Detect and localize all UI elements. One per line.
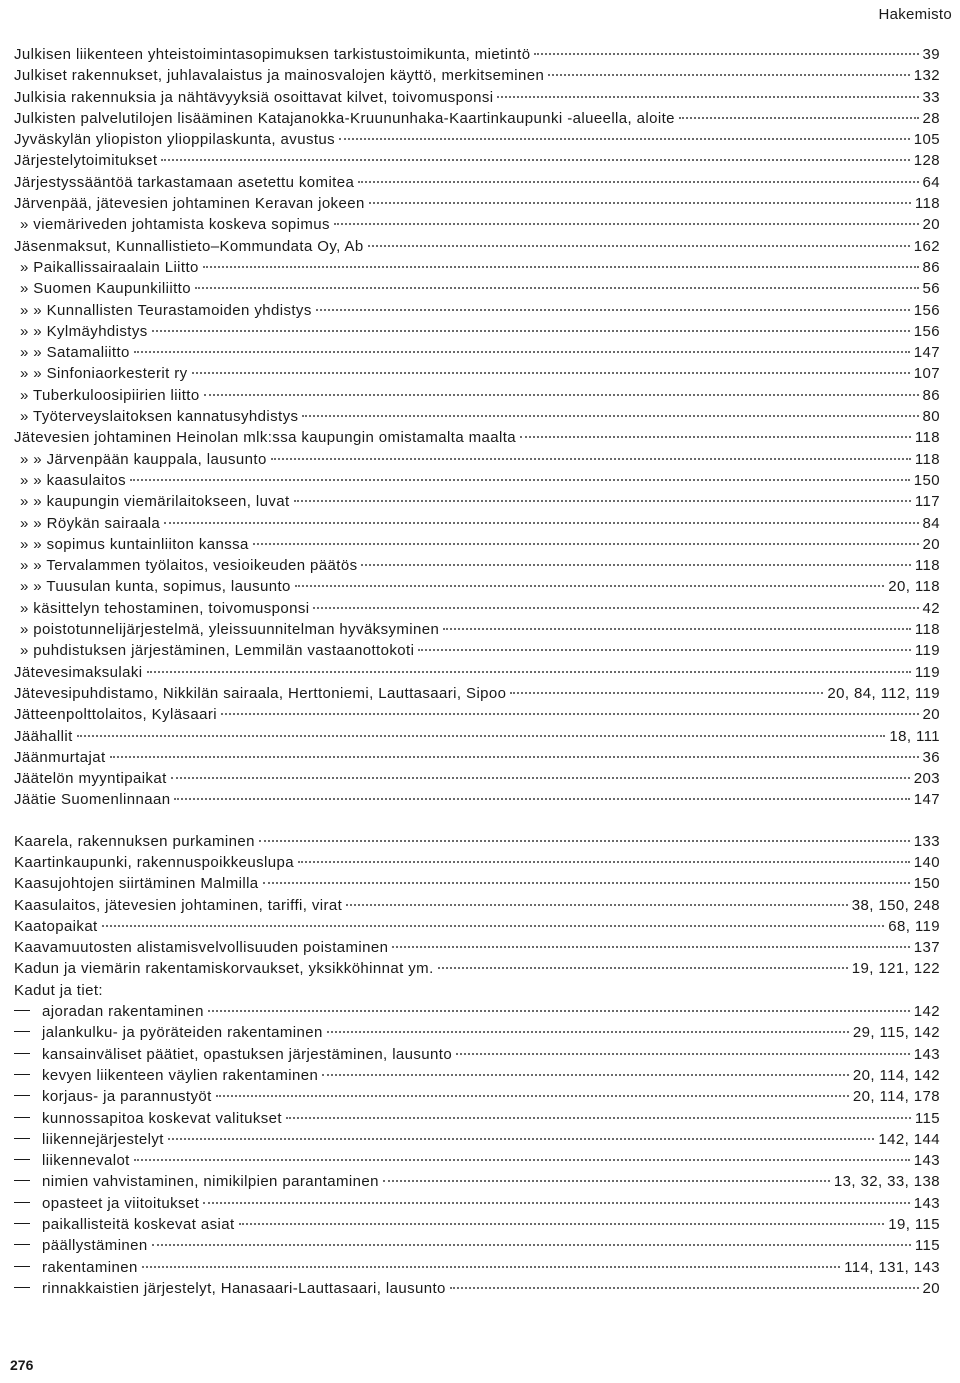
entry-pages: 20 (922, 706, 940, 724)
entry-pages: 142 (913, 1003, 940, 1021)
entry-text: ajoradan rakentaminen (42, 1003, 204, 1021)
dash-marker (14, 1095, 30, 1096)
entry-pages: 150 (913, 471, 940, 489)
leader-dots (294, 500, 911, 502)
entry-text: Järvenpää, jätevesien johtaminen Keravan jokeen (14, 195, 365, 213)
entry-pages: 13, 32, 33, 138 (833, 1173, 940, 1191)
index-entry (14, 854, 940, 875)
entry-pages: 115 (914, 1109, 940, 1127)
leader-dots (346, 904, 848, 906)
index-entry (14, 621, 940, 642)
entry-pages: 118 (914, 195, 940, 213)
leader-dots (456, 1053, 910, 1055)
entry-text: Kaartinkaupunki, rakennuspoikkeuslupa (14, 853, 294, 871)
index-entry (14, 238, 940, 259)
entry-pages: 118 (914, 450, 940, 468)
entry-text: » » Järvenpään kauppala, lausunto (20, 450, 267, 468)
entry-text: Kaavamuutosten alistamisvelvollisuuden poistaminen (14, 939, 389, 957)
entry-pages: 143 (913, 1194, 940, 1212)
entry-text: Jäätie Suomenlinnaan (14, 791, 171, 809)
leader-dots (164, 522, 918, 524)
index-entry (14, 1067, 940, 1088)
index-entry (14, 152, 940, 173)
entry-text: kunnossapitoa koskevat valitukset (42, 1109, 282, 1127)
leader-dots (239, 1223, 885, 1225)
entry-text: » » sopimus kuntainliiton kanssa (20, 535, 249, 553)
leader-dots (152, 1244, 911, 1246)
entry-pages: 68, 119 (888, 917, 940, 935)
entry-text: Julkisen liikenteen yhteistoimintasopimuksen tarkistustoimikunta, mietintö (14, 46, 531, 63)
entry-text: Järjestyssääntöä tarkastamaan asetettu komitea (14, 173, 355, 191)
entry-text: » » Tuusulan kunta, sopimus, lausunto (20, 578, 291, 596)
entry-pages: 119 (914, 663, 940, 681)
leader-dots (392, 946, 909, 948)
entry-text: opasteet ja viitoitukset (42, 1194, 200, 1212)
entry-text: » » kaasulaitos (20, 471, 127, 489)
entry-text: nimien vahvistaminen, nimikilpien parantaminen (42, 1173, 379, 1191)
index-entry (14, 259, 940, 280)
leader-dots (221, 713, 919, 715)
index-entry (14, 664, 940, 685)
index-entry (14, 791, 940, 812)
entry-text: » viemäriveden johtamista koskeva sopimus (20, 216, 330, 234)
index-entry (14, 365, 940, 386)
index-list (14, 46, 940, 1301)
entry-pages: 142, 144 (878, 1130, 940, 1148)
leader-dots (316, 309, 910, 311)
leader-dots (510, 692, 823, 694)
entry-text: Jätteenpolttolaitos, Kyläsaari (14, 706, 217, 724)
entry-text: » » Kunnallisten Teurastamoiden yhdistys (20, 301, 312, 319)
leader-dots (192, 372, 910, 374)
leader-dots (679, 117, 919, 119)
entry-text: » » Kylmäyhdistys (20, 322, 148, 340)
entry-pages: 118 (914, 429, 940, 447)
entry-pages: 84 (922, 514, 940, 532)
index-entry (14, 960, 940, 981)
entry-pages: 150 (913, 875, 940, 893)
entry-pages: 156 (913, 322, 940, 340)
entry-pages: 118 (914, 621, 940, 639)
index-entry (14, 833, 940, 854)
entry-text: liikennejärjestelyt (42, 1130, 164, 1148)
leader-dots (520, 436, 911, 438)
entry-text: kansainväliset päätiet, opastuksen järjestäminen, lausunto (42, 1045, 453, 1063)
entry-text: päällystäminen (42, 1237, 148, 1255)
entry-text: Kaatopaikat (14, 917, 98, 935)
entry-text: » käsittelyn tehostaminen, toivomusponsi (20, 599, 310, 617)
leader-dots (134, 1159, 910, 1161)
index-entry (14, 1110, 940, 1131)
leader-dots (369, 202, 911, 204)
entry-pages: 86 (922, 386, 940, 404)
kadut-heading: Kadut ja tiet: (14, 981, 103, 999)
dash-marker (14, 1138, 30, 1139)
leader-dots (313, 607, 918, 609)
index-entry (14, 536, 940, 557)
entry-pages: 20, 84, 112, 119 (827, 684, 940, 702)
entry-pages: 20, 114, 178 (852, 1088, 940, 1106)
leader-dots (334, 223, 919, 225)
leader-dots (152, 330, 910, 332)
entry-text: Kaasulaitos, jätevesien johtaminen, tariffi, virat (14, 896, 343, 914)
entry-text: Jyväskylän yliopiston ylioppilaskunta, avustus (14, 131, 336, 149)
entry-text: Jätevesipuhdistamo, Nikkilän sairaala, Herttoniemi, Lauttasaari, Sipoo (14, 684, 507, 702)
entry-pages: 117 (914, 493, 940, 511)
entry-text: » Paikallissairaalain Liitto (20, 258, 199, 276)
index-entry (14, 1216, 940, 1237)
leader-dots (361, 564, 910, 566)
leader-dots (203, 266, 919, 268)
leader-dots (142, 1266, 840, 1268)
entry-pages: 147 (913, 791, 940, 809)
leader-dots (208, 1010, 910, 1012)
entry-text: » » Tervalammen työlaitos, vesioikeuden päätös (20, 557, 358, 575)
dash-marker (14, 1223, 30, 1224)
entry-text: » Tuberkuloosipiirien liitto (20, 386, 200, 404)
entry-pages: 20, 118 (888, 578, 940, 596)
leader-dots (298, 861, 910, 863)
index-entry (14, 302, 940, 323)
page-number: 276 (10, 1357, 34, 1373)
leader-dots (134, 351, 910, 353)
entry-text: » Työterveyslaitoksen kannatusyhdistys (20, 408, 299, 426)
entry-pages: 203 (913, 770, 940, 788)
entry-pages: 118 (914, 557, 940, 575)
index-entry (14, 429, 940, 450)
entry-text: Järjestelytoimitukset (14, 152, 158, 170)
entry-pages: 20 (922, 535, 940, 553)
entry-pages: 140 (913, 853, 940, 871)
entry-pages: 156 (913, 301, 940, 319)
entry-text: » Suomen Kaupunkiliitto (20, 280, 191, 298)
entry-pages: 114, 131, 143 (844, 1258, 940, 1276)
index-entry (14, 67, 940, 88)
dash-marker (14, 1266, 30, 1267)
dash-marker (14, 1074, 30, 1075)
index-entry (14, 46, 940, 67)
index-entry (14, 706, 940, 727)
index-entry (14, 472, 940, 493)
index-entry (14, 685, 940, 706)
entry-text: Jäähallit (14, 727, 73, 745)
leader-dots (259, 840, 910, 842)
leader-dots (216, 1095, 849, 1097)
entry-pages: 42 (922, 599, 940, 617)
index-entry (14, 557, 940, 578)
entry-pages: 80 (922, 408, 940, 426)
index-section-k (14, 833, 940, 982)
leader-dots (450, 1287, 919, 1289)
leader-dots (286, 1117, 911, 1119)
index-entry (14, 493, 940, 514)
leader-dots (174, 798, 909, 800)
index-entry (14, 1259, 940, 1280)
leader-dots (368, 245, 910, 247)
entry-text: » puhdistuksen järjestäminen, Lemmilän vastaanottokoti (20, 642, 415, 660)
leader-dots (438, 967, 848, 969)
entry-pages: 143 (913, 1152, 940, 1170)
index-entry (14, 770, 940, 791)
dash-marker (14, 1244, 30, 1245)
entry-text: Jäsenmaksut, Kunnallistieto–Kommundata Oy, Ab (14, 237, 364, 255)
index-entry (14, 451, 940, 472)
entry-pages: 36 (922, 748, 940, 766)
index-section-kadut (14, 1003, 940, 1301)
dash-marker (14, 1287, 30, 1288)
index-entry (14, 1152, 940, 1173)
index-entry (14, 728, 940, 749)
dash-marker (14, 1117, 30, 1118)
entry-pages: 105 (913, 131, 940, 149)
index-entry (14, 280, 940, 301)
leader-dots (195, 287, 919, 289)
leader-dots (271, 458, 911, 460)
index-section-j (14, 46, 940, 813)
leader-dots (77, 735, 886, 737)
entry-text: Kadun ja viemärin rakentamiskorvaukset, yksikköhinnat ym. (14, 960, 434, 978)
entry-text: Julkisia rakennuksia ja nähtävyyksiä osoittavat kilvet, toivomusponsi (14, 88, 494, 106)
leader-dots (161, 159, 909, 161)
index-entry (14, 918, 940, 939)
index-entry (14, 344, 940, 365)
leader-dots (443, 628, 911, 630)
entry-pages: 19, 121, 122 (851, 960, 940, 978)
entry-text: rinnakkaistien järjestelyt, Hanasaari-Lauttasaari, lausunto (42, 1279, 446, 1297)
leader-dots (102, 925, 885, 927)
leader-dots (497, 96, 918, 98)
leader-dots (263, 882, 910, 884)
entry-pages: 18, 111 (889, 727, 940, 745)
index-entry (14, 578, 940, 599)
index-entry (14, 89, 940, 110)
entry-pages: 143 (913, 1045, 940, 1063)
leader-dots (548, 74, 910, 76)
leader-dots (147, 671, 911, 673)
entry-pages: 20 (922, 216, 940, 234)
entry-text: » » Satamaliitto (20, 344, 130, 362)
leader-dots (295, 585, 884, 587)
entry-pages: 28 (922, 109, 940, 127)
entry-pages: 56 (922, 280, 940, 298)
index-entry (14, 1280, 940, 1301)
index-entry (14, 600, 940, 621)
entry-pages: 133 (913, 832, 940, 850)
leader-dots (327, 1031, 849, 1033)
index-entry (14, 1131, 940, 1152)
index-entry (14, 875, 940, 896)
index-entry (14, 515, 940, 536)
entry-text: korjaus- ja parannustyöt (42, 1088, 212, 1106)
entry-text: jalankulku- ja pyöräteiden rakentaminen (42, 1024, 323, 1042)
section-spacer (14, 813, 940, 833)
entry-pages: 119 (914, 642, 940, 660)
leader-dots (534, 53, 918, 55)
index-entry (14, 1046, 940, 1067)
index-entry (14, 387, 940, 408)
entry-text: Julkiset rakennukset, juhlavalaistus ja mainosvalojen käyttö, merkitseminen (14, 67, 545, 85)
entry-text: paikallisteitä koskevat asiat (42, 1216, 235, 1234)
entry-text: » poistotunnelijärjestelmä, yleissuunnitelman hyväksyminen (20, 621, 440, 639)
index-entry (14, 408, 940, 429)
index-entry (14, 323, 940, 344)
entry-text: Julkisten palvelutilojen lisääminen Katajanokka-Kruununhaka-Kaartinkaupunki -alueella, aloite (14, 109, 675, 127)
leader-dots (204, 394, 919, 396)
dash-marker (14, 1202, 30, 1203)
entry-pages: 115 (914, 1237, 940, 1255)
entry-text: Kaasujohtojen siirtäminen Malmilla (14, 875, 259, 893)
index-entry (14, 174, 940, 195)
leader-dots (383, 1180, 830, 1182)
index-entry (14, 1024, 940, 1045)
index-entry (14, 642, 940, 663)
leader-dots (253, 543, 919, 545)
dash-marker (14, 1053, 30, 1054)
entry-pages: 19, 115 (888, 1216, 940, 1234)
index-entry (14, 1237, 940, 1258)
entry-pages: 128 (913, 152, 940, 170)
leader-dots (130, 479, 910, 481)
entry-pages: 29, 115, 142 (852, 1024, 940, 1042)
index-entry (14, 897, 940, 918)
entry-pages: 39 (922, 46, 940, 63)
running-header: Hakemisto (878, 6, 952, 23)
entry-pages: 20 (922, 1279, 940, 1297)
entry-pages: 132 (913, 67, 940, 85)
index-entry (14, 1173, 940, 1194)
entry-pages: 86 (922, 258, 940, 276)
dash-marker (14, 1159, 30, 1160)
index-entry (14, 1195, 940, 1216)
entry-pages: 64 (922, 173, 940, 191)
index-entry (14, 131, 940, 152)
entry-text: kevyen liikenteen väylien rakentaminen (42, 1066, 319, 1084)
entry-text: Jätevesien johtaminen Heinolan mlk:ssa kaupungin omistamalta maalta (14, 429, 517, 447)
index-entry (14, 110, 940, 131)
index-entry (14, 1088, 940, 1109)
dash-marker (14, 1180, 30, 1181)
leader-dots (110, 756, 919, 758)
entry-text: » » Sinfoniaorkesterit ry (20, 365, 188, 383)
index-entry (14, 195, 940, 216)
index-entry (14, 216, 940, 237)
leader-dots (168, 1138, 875, 1140)
dash-marker (14, 1031, 30, 1032)
dash-marker (14, 1010, 30, 1011)
leader-dots (339, 138, 910, 140)
entry-text: » » Röykän sairaala (20, 514, 161, 532)
entry-pages: 162 (913, 237, 940, 255)
entry-pages: 137 (913, 939, 940, 957)
leader-dots (322, 1074, 849, 1076)
index-entry (14, 939, 940, 960)
leader-dots (171, 777, 910, 779)
entry-text: Jätevesimaksulaki (14, 663, 143, 681)
index-entry (14, 749, 940, 770)
entry-text: Kaarela, rakennuksen purkaminen (14, 832, 255, 850)
index-entry (14, 1003, 940, 1024)
entry-text: » » kaupungin viemärilaitokseen, luvat (20, 493, 290, 511)
entry-pages: 33 (922, 88, 940, 106)
entry-pages: 147 (913, 344, 940, 362)
entry-text: rakentaminen (42, 1258, 138, 1276)
leader-dots (358, 181, 918, 183)
entry-pages: 38, 150, 248 (851, 896, 940, 914)
entry-text: liikennevalot (42, 1152, 130, 1170)
entry-text: Jäänmurtajat (14, 748, 106, 766)
leader-dots (302, 415, 918, 417)
leader-dots (418, 649, 911, 651)
entry-pages: 107 (913, 365, 940, 383)
leader-dots (203, 1202, 910, 1204)
entry-pages: 20, 114, 142 (852, 1066, 940, 1084)
entry-text: Jäätelön myyntipaikat (14, 770, 167, 788)
